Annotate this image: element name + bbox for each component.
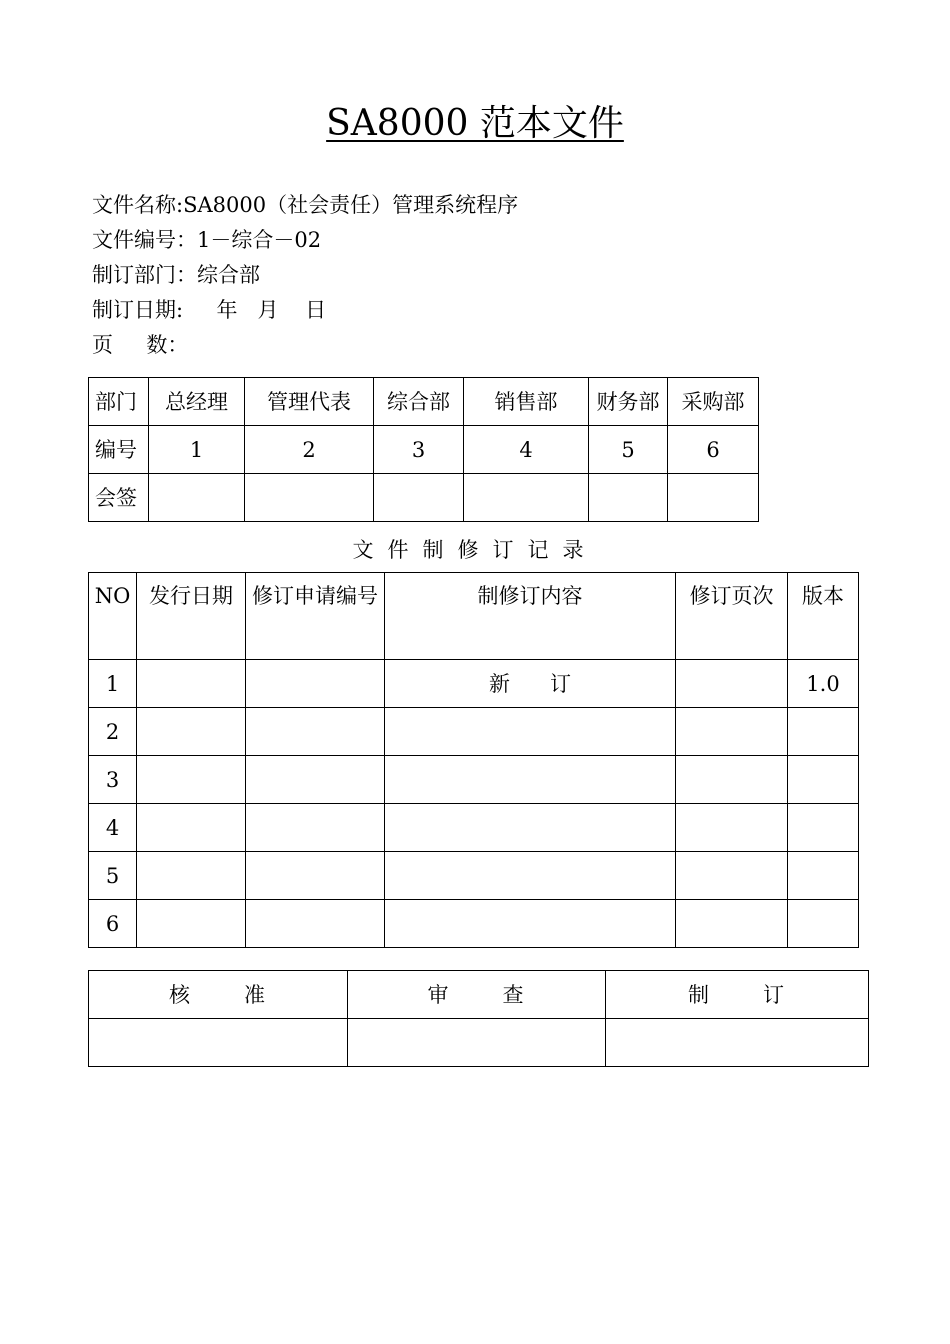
table-cell: 2 (89, 708, 137, 756)
meta-label: 制订部门： (92, 263, 197, 287)
prepare-header: 制 订 (606, 971, 869, 1019)
signature-cell (374, 474, 464, 522)
table-cell: 5 (589, 426, 668, 474)
table-cell (676, 900, 788, 948)
table-row (89, 900, 859, 948)
approve-signature-cell (89, 1019, 348, 1067)
table-row (89, 708, 859, 756)
table-cell: 3 (374, 426, 464, 474)
signature-cell (149, 474, 245, 522)
table-cell: 1 (89, 660, 137, 708)
table-cell (385, 852, 676, 900)
table-cell: 1 (149, 426, 245, 474)
table-cell (676, 756, 788, 804)
table-cell (137, 852, 246, 900)
table-cell (676, 660, 788, 708)
table-cell (246, 852, 385, 900)
table-cell (385, 804, 676, 852)
signature-cell (589, 474, 668, 522)
meta-file-name (92, 188, 518, 223)
table-cell: 采购部 (668, 378, 759, 426)
table-cell (788, 900, 859, 948)
table-cell (676, 852, 788, 900)
meta-value: 年 月 日 (183, 298, 327, 322)
signature-cell (668, 474, 759, 522)
document-title (0, 98, 950, 150)
signature-cell (245, 474, 374, 522)
table-cell: 会签 (89, 474, 149, 522)
table-cell (788, 804, 859, 852)
meta-label: 文件编号： (92, 228, 197, 252)
meta-pages (92, 328, 518, 363)
countersign-table (88, 377, 759, 522)
approval-header-row (89, 971, 869, 1019)
header-cell: 发行日期 (137, 573, 246, 660)
signature-cell (464, 474, 589, 522)
table-row (89, 804, 859, 852)
table-cell: 6 (668, 426, 759, 474)
document-title-text: SA8000 范本文件 (326, 103, 624, 144)
approve-header: 核 准 (89, 971, 348, 1019)
table-cell (137, 756, 246, 804)
table-cell: 4 (89, 804, 137, 852)
table-row (89, 852, 859, 900)
meta-date (92, 293, 518, 328)
table-cell: 总经理 (149, 378, 245, 426)
meta-value: SA8000（社会责任）管理系统程序 (183, 193, 519, 217)
table-cell (788, 756, 859, 804)
table-row (89, 756, 859, 804)
table-cell: 2 (245, 426, 374, 474)
table-cell (137, 804, 246, 852)
table-cell (385, 756, 676, 804)
meta-label: 页 数： (92, 333, 189, 357)
table-cell: 1.0 (788, 660, 859, 708)
meta-value: 综合部 (197, 263, 260, 287)
header-cell: 版本 (788, 573, 859, 660)
revision-record-title: 文件制修订记录 (352, 538, 598, 562)
table-cell: 编号 (89, 426, 149, 474)
approval-table (88, 970, 869, 1067)
header-cell: 制修订内容 (385, 573, 676, 660)
table-cell: 5 (89, 852, 137, 900)
department-row (89, 378, 759, 426)
table-cell (246, 900, 385, 948)
header-cell: 修订申请编号 (246, 573, 385, 660)
number-row (89, 426, 759, 474)
header-cell: NO (89, 573, 137, 660)
table-cell (137, 708, 246, 756)
table-cell: 3 (89, 756, 137, 804)
table-cell: 管理代表 (245, 378, 374, 426)
table-row (89, 660, 859, 708)
meta-label: 文件名称: (92, 193, 184, 217)
table-cell: 新 订 (385, 660, 676, 708)
table-cell: 4 (464, 426, 589, 474)
table-header-row (89, 573, 859, 660)
review-header: 审 查 (348, 971, 606, 1019)
table-cell (246, 708, 385, 756)
table-cell: 财务部 (589, 378, 668, 426)
meta-department (92, 258, 518, 293)
review-signature-cell (348, 1019, 606, 1067)
table-cell (676, 804, 788, 852)
table-cell (137, 660, 246, 708)
table-cell (246, 756, 385, 804)
document-meta (92, 188, 518, 363)
revision-record-table (88, 572, 859, 948)
table-cell: 部门 (89, 378, 149, 426)
table-cell (246, 804, 385, 852)
table-cell (676, 708, 788, 756)
table-cell (246, 660, 385, 708)
approval-signature-row (89, 1019, 869, 1067)
table-cell: 销售部 (464, 378, 589, 426)
table-cell (788, 708, 859, 756)
prepare-signature-cell (606, 1019, 869, 1067)
table-cell: 6 (89, 900, 137, 948)
table-cell (385, 708, 676, 756)
meta-label: 制订日期: (92, 298, 184, 322)
header-cell: 修订页次 (676, 573, 788, 660)
meta-value: 1－综合－02 (197, 228, 322, 252)
countersign-row (89, 474, 759, 522)
table-cell: 综合部 (374, 378, 464, 426)
meta-file-number (92, 223, 518, 258)
table-cell (137, 900, 246, 948)
table-cell (788, 852, 859, 900)
table-cell (385, 900, 676, 948)
